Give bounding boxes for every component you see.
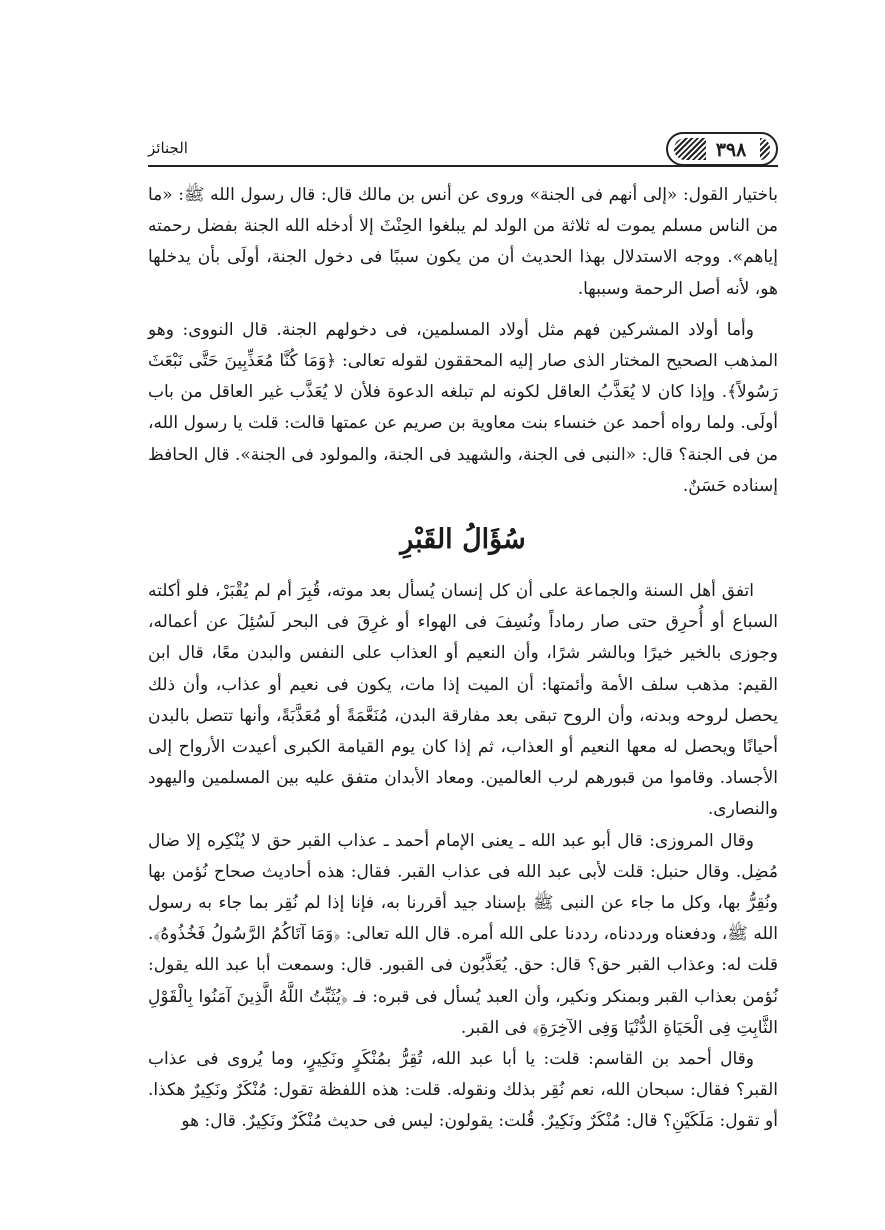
paragraph-2: وأما أولاد المشركين فهم مثل أولاد المسلمين، فى دخولهم الجنة. قال النووى: وهو المذهب الصحيح المختار الذى صار إليه المحققون لقوله تعالى: ﴿وَمَا كُنَّا مُعَذِّبِينَ حَتَّى نَبْعَثَ رَسُولاً﴾. وإذا كان لا يُعَذَّبُ العاقل لكونه لم تبلغه الدعوة فلأن لا يُعَذَّب غير العاقل من باب أولَى. ولما رواه أحمد عن خنساء بنت معاوية بن صريم عن عمتها قالت: قلت يا رسول الله، من فى الجنة؟ قال: «النبى فى الجنة، والشهيد فى الجنة، والمولود فى الجنة». قال الحافظ إسناده حَسَنٌ. xyxy=(148,319,778,496)
page-number-badge xyxy=(666,132,778,166)
paragraph-5: وقال أحمد بن القاسم: قلت: يا أبا عبد الله، تُقِرُّ بمُنْكَرٍ ونَكِيرٍ، وما يُروى فى عذاب القبر؟ فقال: سبحان الله، نعم نُقِر بذلك ونقوله. قلت: هذه اللفظة تقول: مُنْكَرٌ ونَكِيرٌ هكذا. أو تقول: مَلَكَيْنِ؟ قال: مُنْكَرٌ ونَكِيرٌ. قُلت: يقولون: ليس فى حديث مُنْكَرٌ ونَكِيرٌ. قال: هو xyxy=(148,1049,778,1132)
running-title: الجنائز xyxy=(148,139,188,157)
paragraph-4: وقال المروزى: قال أبو عبد الله ـ يعنى الإمام أحمد ـ عذاب القبر حق لا يُنْكِره إلا ضال مُضِل. وقال حنبل: قلت لأبى عبد الله فى عذاب القبر. فقال: هذه أحاديث صحاح نُؤمن بها ونُقِرُّ بها، وكل ما جاء عن النبى ﷺ بإسناد جيد أقررنا به، فإنا إذا لم نُقِر بما جاء به رسول الله ﷺ، ودفعناه ورددناه، رددنا على الله أمره. قال الله تعالى: ﴿وَمَا آتَاكُمُ الرَّسُولُ فَخُذُوهُ﴾. قلت له: وعذاب القبر حق؟ قال: حق. يُعَذَّبُون فى القبور. قال: وسمعت أبا عبد الله يقول: نُؤمن بعذاب القبر وبمنكر ونكير، وأن العبد يُسأل فى قبره: فـ ﴿يُثَبِّتُ اللَّهُ الَّذِينَ آمَنُوا بِالْقَوْلِ الثَّابِتِ فِى الْحَيَاةِ الدُّنْيَا وَفِى الآخِرَةِ﴾ فى القبر. xyxy=(148,830,778,1038)
paragraph-3: اتفق أهل السنة والجماعة على أن كل إنسان يُسأل بعد موته، قُبِرَ أم لم يُقْبَرْ، فلو أكلته السباع أو أُحرِق حتى صار رماداً ونُسِفَ فى الهواء أو غرِقَ فى البحر لَسُئِلَ عن أعماله، وجوزى بالخير خيرًا وبالشر شرًا، وأن النعيم أو العذاب على النفس والبدن معًا، قال ابن القيم: مذهب سلف الأمة وأئمتها: أن الميت إذا مات، يكون فى نعيم أو عذاب، وأن ذلك يحصل لروحه وبدنه، وأن الروح تبقى بعد مفارقة البدن، مُنَعَّمَةً أو مُعَذَّبَةً، وأنها تتصل بالبدن أحيانًا ويحصل له معها النعيم أو العذاب، ثم إذا كان يوم القيامة الكبرى أعيدت الأرواح إلى الأجساد. وقاموا من قبورهم لرب العالمين. ومعاد الأبدان متفق عليه بين المسلمين واليهود والنصارى. xyxy=(148,581,778,820)
page-header xyxy=(148,132,778,172)
section-heading: سُؤَالُ القَبْرِ xyxy=(400,524,526,556)
page-number: ٣٩٨ xyxy=(706,136,756,164)
paragraph-1: باختيار القول: «إلى أنهم فى الجنة» وروى عن أنس بن مالك قال: قال رسول الله ﷺ: «ما من الناس مسلم يموت له ثلاثة من الولد لم يبلغوا الحِنْثَ إلا أدخله الله الجنة بفضل رحمته إياهم». ووجه الاستدلال بهذا الحديث أن من يكون سببًا فى دخول الجنة، أولَى بأن يدخلها هو، لأنه أصل الرحمة وسببها. xyxy=(148,185,778,299)
page-body xyxy=(148,180,778,1138)
